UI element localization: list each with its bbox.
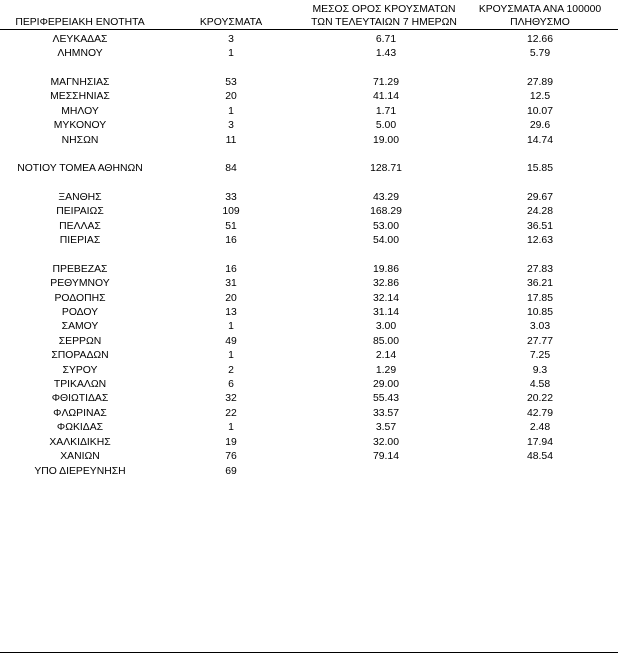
cell-cases: 109	[222, 206, 240, 217]
cell-cases: 1	[228, 321, 234, 332]
cell-region: ΡΟΔΟΥ	[61, 307, 99, 318]
cell-region: ΠΕΛΛΑΣ	[59, 221, 101, 232]
cell-cases: 16	[225, 264, 237, 275]
cell-per100k: 29.6	[529, 120, 551, 131]
table-row	[0, 406, 618, 421]
cell-avg: 43.29	[372, 192, 399, 203]
cell-region: ΜΑΓΝΗΣΙΑΣ	[50, 77, 110, 88]
cell-avg: 19.86	[372, 264, 399, 275]
cell-cases: 3	[228, 120, 234, 131]
cell-avg: 32.14	[372, 293, 399, 304]
header-cases: ΚΡΟΥΣΜΑΤΑ	[199, 17, 263, 28]
cell-per100k: 4.58	[529, 379, 551, 390]
cell-region: ΣΥΡΟΥ	[62, 365, 98, 376]
header-per100k-line2: ΠΛΗΘΥΣΜΟ	[510, 17, 570, 28]
table-row	[0, 262, 618, 277]
cell-avg: 29.00	[372, 379, 399, 390]
table-row	[0, 75, 618, 90]
cell-region: ΦΛΩΡΙΝΑΣ	[53, 408, 107, 419]
cell-avg: 5.00	[375, 120, 397, 131]
cell-per100k: 10.85	[526, 307, 553, 318]
table-row	[0, 363, 618, 378]
cell-cases: 31	[225, 278, 237, 289]
table-row	[0, 464, 618, 479]
cell-region: ΣΕΡΡΩΝ	[58, 336, 102, 347]
header-avg-line2: ΤΩΝ ΤΕΛΕΥΤΑΙΩΝ 7 ΗΜΕΡΩΝ	[311, 17, 457, 28]
cell-per100k: 17.94	[526, 437, 553, 448]
cell-region: ΜΕΣΣΗΝΙΑΣ	[50, 91, 110, 102]
cell-region: ΠΙΕΡΙΑΣ	[59, 235, 101, 246]
table-row	[0, 449, 618, 464]
cell-cases: 19	[225, 437, 237, 448]
cell-cases: 84	[225, 163, 237, 174]
cell-per100k: 15.85	[526, 163, 553, 174]
cell-cases: 33	[225, 192, 237, 203]
header-avg	[298, 3, 470, 29]
cell-cases: 3	[228, 34, 234, 45]
cell-avg: 1.71	[375, 106, 397, 117]
footer-divider	[0, 652, 618, 653]
cell-avg: 1.29	[375, 365, 397, 376]
cell-per100k: 27.83	[526, 264, 553, 275]
cell-avg: 55.43	[372, 393, 399, 404]
cell-cases: 1	[228, 106, 234, 117]
cell-region: ΞΑΝΘΗΣ	[58, 192, 102, 203]
cell-region: ΦΘΙΩΤΙΔΑΣ	[51, 393, 109, 404]
cell-per100k: 17.85	[526, 293, 553, 304]
header-per100k	[462, 3, 618, 29]
cell-cases: 1	[228, 350, 234, 361]
cell-cases: 22	[225, 408, 237, 419]
cell-per100k: 42.79	[526, 408, 553, 419]
cell-avg: 3.57	[375, 422, 397, 433]
table-header	[0, 0, 618, 30]
cell-avg: 32.86	[372, 278, 399, 289]
table-row	[0, 190, 618, 205]
cell-region: ΠΕΙΡΑΙΩΣ	[56, 206, 104, 217]
cell-per100k: 10.07	[526, 106, 553, 117]
table-row	[0, 89, 618, 104]
cell-cases: 53	[225, 77, 237, 88]
cell-per100k: 14.74	[526, 135, 553, 146]
cell-per100k: 27.89	[526, 77, 553, 88]
cell-per100k: 36.51	[526, 221, 553, 232]
cell-avg: 71.29	[372, 77, 399, 88]
cell-cases: 13	[225, 307, 237, 318]
cell-region: ΝΗΣΩΝ	[61, 135, 99, 146]
cell-per100k: 12.5	[529, 91, 551, 102]
table-row	[0, 435, 618, 450]
table-row	[0, 32, 618, 47]
header-avg-line1: ΜΕΣΟΣ ΟΡΟΣ ΚΡΟΥΣΜΑΤΩΝ	[312, 4, 456, 15]
cell-cases: 1	[228, 422, 234, 433]
table-row	[0, 276, 618, 291]
table-row	[0, 305, 618, 320]
cell-avg: 53.00	[372, 221, 399, 232]
cell-per100k: 27.77	[526, 336, 553, 347]
cell-avg: 79.14	[372, 451, 399, 462]
cell-per100k: 36.21	[526, 278, 553, 289]
cell-per100k: 2.48	[529, 422, 551, 433]
cell-cases: 32	[225, 393, 237, 404]
cell-avg: 41.14	[372, 91, 399, 102]
cell-per100k: 3.03	[529, 321, 551, 332]
cell-cases: 16	[225, 235, 237, 246]
cell-avg: 6.71	[375, 34, 397, 45]
table-row	[0, 219, 618, 234]
table-row	[0, 133, 618, 148]
cell-region: ΧΑΝΙΩΝ	[60, 451, 100, 462]
cell-cases: 49	[225, 336, 237, 347]
cell-region: ΡΕΘΥΜΝΟΥ	[50, 278, 110, 289]
cell-per100k: 5.79	[529, 48, 551, 59]
cell-region: ΜΥΚΟΝΟΥ	[53, 120, 107, 131]
cell-per100k: 7.25	[529, 350, 551, 361]
cell-cases: 20	[225, 91, 237, 102]
table-row	[0, 377, 618, 392]
header-per100k-line1: ΚΡΟΥΣΜΑΤΑ ΑΝΑ 100000	[478, 4, 602, 15]
table-row	[0, 334, 618, 349]
cell-cases: 2	[228, 365, 234, 376]
cell-per100k: 12.63	[526, 235, 553, 246]
table-row	[0, 233, 618, 248]
table-row	[0, 161, 618, 176]
cell-avg: 3.00	[375, 321, 397, 332]
cell-region: ΛΕΥΚΑΔΑΣ	[52, 34, 108, 45]
table-row	[0, 118, 618, 133]
cell-region: ΤΡΙΚΑΛΩΝ	[53, 379, 107, 390]
table-row	[0, 319, 618, 334]
cell-avg: 31.14	[372, 307, 399, 318]
table-row	[0, 348, 618, 363]
cell-region: ΥΠΟ ΔΙΕΡΕΥΝΗΣΗ	[34, 466, 126, 477]
header-divider	[0, 29, 618, 30]
cell-avg: 128.71	[370, 163, 402, 174]
table-row	[0, 420, 618, 435]
cell-cases: 69	[225, 466, 237, 477]
cell-per100k: 9.3	[532, 365, 548, 376]
table-row	[0, 391, 618, 406]
cell-region: ΜΗΛΟΥ	[61, 106, 99, 117]
cell-per100k: 48.54	[526, 451, 553, 462]
cell-cases: 11	[225, 135, 237, 146]
cell-per100k: 29.67	[526, 192, 553, 203]
cell-region: ΦΩΚΙΔΑΣ	[56, 422, 104, 433]
cell-region: ΣΑΜΟΥ	[61, 321, 99, 332]
table-row	[0, 204, 618, 219]
cell-region: ΧΑΛΚΙΔΙΚΗΣ	[49, 437, 111, 448]
cell-per100k: 20.22	[526, 393, 553, 404]
table-row	[0, 46, 618, 61]
cell-cases: 51	[225, 221, 237, 232]
cell-region: ΛΗΜΝΟΥ	[57, 48, 103, 59]
cell-avg: 33.57	[372, 408, 399, 419]
cell-cases: 6	[228, 379, 234, 390]
cell-per100k: 12.66	[526, 34, 553, 45]
cell-avg: 168.29	[370, 206, 402, 217]
cell-region: ΠΡΕΒΕΖΑΣ	[52, 264, 108, 275]
header-region: ΠΕΡΙΦΕΡΕΙΑΚΗ ΕΝΟΤΗΤΑ	[15, 17, 145, 28]
cell-cases: 1	[228, 48, 234, 59]
cell-cases: 76	[225, 451, 237, 462]
cell-avg: 1.43	[375, 48, 397, 59]
cell-cases: 20	[225, 293, 237, 304]
cell-region: ΣΠΟΡΑΔΩΝ	[51, 350, 109, 361]
cell-avg: 2.14	[375, 350, 397, 361]
cell-per100k: 24.28	[526, 206, 553, 217]
table-row	[0, 104, 618, 119]
cell-region: ΡΟΔΟΠΗΣ	[54, 293, 106, 304]
cell-avg: 54.00	[372, 235, 399, 246]
cell-region: ΝΟΤΙΟΥ ΤΟΜΕΑ ΑΘΗΝΩΝ	[17, 163, 143, 174]
cell-avg: 19.00	[372, 135, 399, 146]
table-row	[0, 291, 618, 306]
cell-avg: 32.00	[372, 437, 399, 448]
cell-avg: 85.00	[372, 336, 399, 347]
